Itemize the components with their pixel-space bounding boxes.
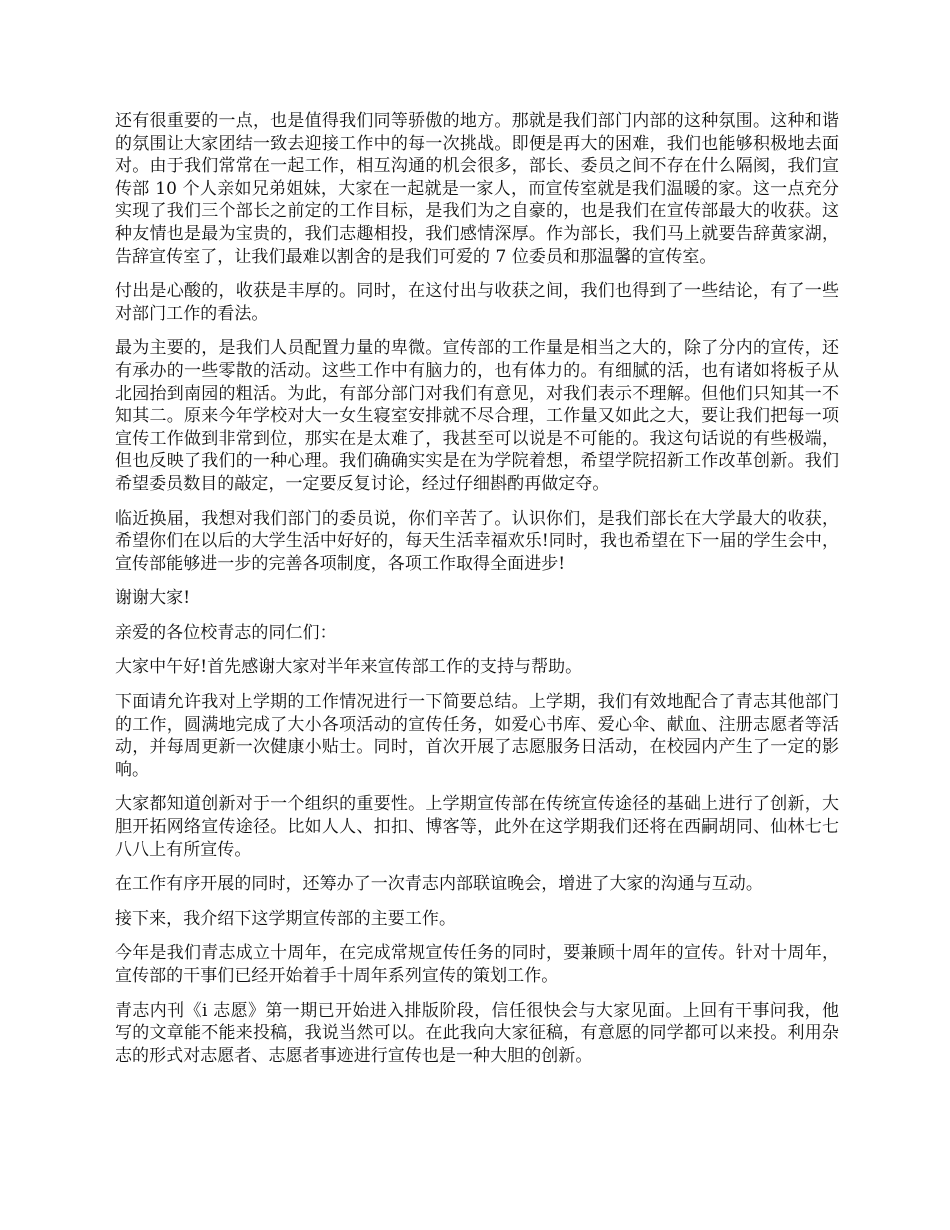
paragraph: 谢谢大家! [115, 588, 191, 609]
paragraph: 最为主要的，是我们人员配置力量的卑微。宣传部的工作量是相当之大的，除了分内的宣传，还有承办的一些零散的活动。这些工作中有脑力的，也有体力的。有细腻的活，也有诸如将板子从北园抬到南园的粗活。为此，有部分部门对我们有意见，对我们表示不理解。但他们只知其一不知其二。原来今年学校对大一女生寝室安排就不尽合理，工作量又如此之大，要让我们把每一项宣传工作做到非常到位，那实在是太难了，我甚至可以说是不可能的。我这句话说的有些极端，但也反映了我们的一种心理。我们确确实实是在为学院着想，希望学院招新工作改革创新。我们希望委员数目的敲定，一定要反复讨论，经过仔细斟酌再做定夺。 [115, 338, 839, 494]
paragraph: 下面请允许我对上学期的工作情况进行一下简要总结。上学期，我们有效地配合了青志其他部门的工作，圆满地完成了大小各项活动的宣传任务，如爱心书库、爱心伞、献血、注册志愿者等活动，并每周更新一次健康小贴士。同时，首次开展了志愿服务日活动，在校园内产生了一定的影响。 [115, 692, 839, 780]
paragraph: 大家中午好!首先感谢大家对半年来宣传部工作的支持与帮助。 [115, 657, 583, 678]
paragraph: 付出是心酸的，收获是丰厚的。同时，在这付出与收获之间，我们也得到了一些结论，有了一些对部门工作的看法。 [115, 281, 839, 324]
paragraph: 青志内刊《i 志愿》第一期已开始进入排版阶段，信任很快会与大家见面。上回有干事问我，他写的文章能不能来投稿，我说当然可以。在此我向大家征稿，有意愿的同学都可以来投。利用杂志的形式对志愿者、志愿者事迹进行宣传也是一种大胆的创新。 [115, 1000, 839, 1066]
paragraph: 在工作有序开展的同时，还筹办了一次青志内部联谊晚会，增进了大家的沟通与互动。 [115, 874, 763, 895]
paragraph: 还有很重要的一点，也是值得我们同等骄傲的地方。那就是我们部门内部的这种氛围。这种和谐的氛围让大家团结一致去迎接工作中的每一次挑战。即便是再大的困难，我们也能够积极地去面对。由于我们常常在一起工作，相互沟通的机会很多，部长、委员之间不存在什么隔阂，我们宣传部 10 个人亲如兄弟姐妹，大家在一起就是一家人，而宣传室就是我们温暖的家。这一点充分实现了我们三个部长之前定的工作目标，是我们为之自豪的，也是我们在宣传部最大的收获。这种友情也是最为宝贵的，我们志趣相投，我们感情深厚。作为部长，我们马上就要告辞黄家湖，告辞宣传室了，让我们最难以割舍的是我们可爱的 7 位委员和那温馨的宣传室。 [115, 111, 839, 267]
paragraph: 亲爱的各位校青志的同仁们： [115, 622, 337, 643]
paragraph: 临近换届，我想对我们部门的委员说，你们辛苦了。认识你们，是我们部长在大学最大的收获，希望你们在以后的大学生活中好好的，每天生活幸福欢乐!同时，我也希望在下一届的学生会中，宣传部能够进一步的完善各项制度，各项工作取得全面进步! [115, 508, 839, 574]
paragraph: 接下来，我介绍下这学期宣传部的主要工作。 [115, 908, 456, 929]
document-body [115, 110, 839, 1079]
paragraph: 今年是我们青志成立十周年，在完成常规宣传任务的同时，要兼顾十周年的宣传。针对十周年，宣传部的干事们已经开始着手十周年系列宣传的策划工作。 [115, 943, 839, 986]
paragraph: 大家都知道创新对于一个组织的重要性。上学期宣传部在传统宣传途径的基础上进行了创新，大胆开拓网络宣传途径。比如人人、扣扣、博客等，此外在这学期我们还将在西嗣胡同、仙林七七八八上有所宣传。 [115, 794, 839, 860]
